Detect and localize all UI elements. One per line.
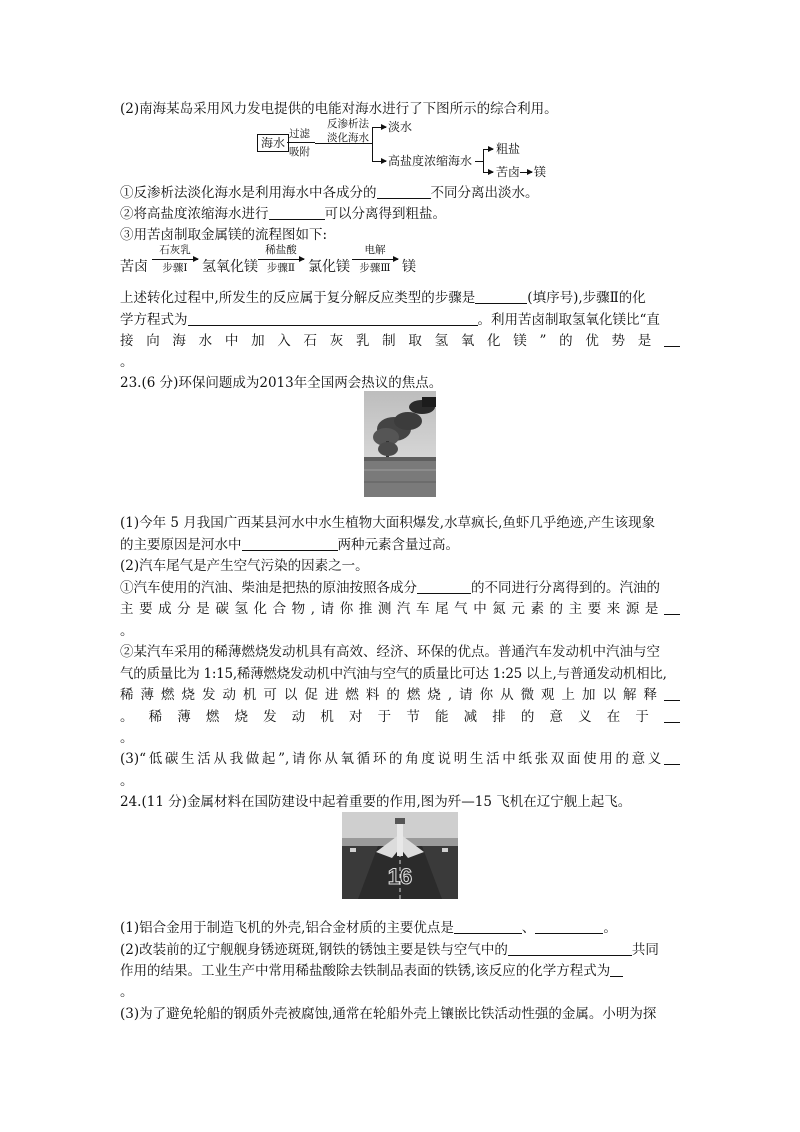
diagram-branch-2 <box>483 149 484 172</box>
answer-blank[interactable] <box>188 311 478 326</box>
answer-blank[interactable] <box>664 686 680 701</box>
diagram-line-2 <box>315 143 372 144</box>
flow-reagent-2: 稀盐酸 <box>265 244 297 256</box>
q22-s1: ①反渗析法淡化海水是利用海水中各成分的 不同分离出淡水。 <box>120 185 539 201</box>
flow-arrow-3 <box>352 259 398 260</box>
diagram-top-label-2: 淡化海水 <box>327 132 369 144</box>
diagram-seawater-box: 海水 <box>257 134 289 152</box>
q24-p1: (1)铝合金用于制造飞机的外壳,铝合金材质的主要优点是 、 。 <box>120 920 617 936</box>
q23-p3c: 。 <box>120 623 134 639</box>
answer-blank[interactable] <box>664 332 680 347</box>
flow-start: 苦卤 <box>120 259 148 275</box>
q22-t1: 上述转化过程中,所发生的反应属于复分解反应类型的步骤是 (填序号),步骤Ⅱ的化 <box>120 290 646 306</box>
q24-p2b: 作用的结果。工业生产中常用稀盐酸除去铁制品表面的铁锈,该反应的化学方程式为 <box>120 962 680 980</box>
carrier-photo-image <box>342 812 458 899</box>
flow-arrow-1 <box>152 259 198 260</box>
q23-p2: (2)汽车尾气是产生空气污染的因素之一。 <box>120 558 369 574</box>
answer-blank[interactable] <box>664 708 680 723</box>
answer-blank[interactable] <box>664 750 680 765</box>
q23-p4e: 。 <box>120 730 134 746</box>
diagram-branch-1 <box>372 127 373 161</box>
pollution-photo-image <box>364 391 436 497</box>
q22-s3: ③用苦卤制取金属镁的流程图如下: <box>120 227 328 243</box>
diagram-line-3 <box>475 161 483 162</box>
q24-p2c: 。 <box>120 984 134 1000</box>
q23-p1a: (1)今年 5 月我国广西某县河水中水生植物大面积爆发,水草疯长,鱼虾几乎绝迹,产生该现象 <box>120 515 656 531</box>
q23-title: 23.(6 分)环保问题成为2013年全国两会热议的焦点。 <box>120 375 443 391</box>
flow-step-2: 步骤Ⅱ <box>266 262 296 274</box>
answer-blank[interactable] <box>535 919 603 934</box>
diagram-crude-salt: 粗盐 <box>496 142 521 156</box>
answer-blank[interactable] <box>269 205 325 220</box>
carrier-photo <box>342 812 458 899</box>
answer-blank[interactable] <box>377 184 431 199</box>
diagram-line-1 <box>287 142 315 143</box>
q22-s2: ②将高盐度浓缩海水进行 可以分离得到粗盐。 <box>120 206 446 222</box>
flow-reagent-1: 石灰乳 <box>159 244 191 256</box>
q23-p4c: 稀薄燃烧发动机可以促进燃料的燃烧,请你从微观上加以解释 <box>120 686 680 704</box>
q23-p4b: 气的质量比为 1:15,稀薄燃烧发动机中汽油与空气的质量比可达 1:25 以上,与普通发动机相比, <box>120 666 667 682</box>
diagram-adsorb-label: 吸附 <box>289 146 310 158</box>
diagram-concentrate: 高盐度浓缩海水 <box>388 154 473 168</box>
answer-blank[interactable] <box>242 536 338 551</box>
q23-p4d: 。稀薄燃烧发动机对于节能减排的意义在于 <box>120 708 680 726</box>
diagram-arrow-mg <box>520 172 532 173</box>
pollution-photo <box>364 391 436 497</box>
answer-blank[interactable] <box>508 941 632 956</box>
diagram-arrow-salt <box>483 149 493 150</box>
flow-reagent-3: 电解 <box>364 244 386 256</box>
q23-p5a: (3)“低碳生活从我做起”,请你从氧循环的角度说明生活中纸张双面使用的意义 <box>120 750 680 768</box>
q23-p1b: 的主要原因是河水中 两种元素含量过高。 <box>120 537 459 553</box>
flow-product-2: 氯化镁 <box>308 259 350 275</box>
q24-p2a: (2)改装前的辽宁舰舰身锈迹斑斑,钢铁的锈蚀主要是铁与空气中的 共同 <box>120 942 659 958</box>
q24-title: 24.(11 分)金属材料在国防建设中起着重要的作用,图为歼—15 飞机在辽宁舰上起飞。 <box>120 794 632 810</box>
q23-p3a: ①汽车使用的汽油、柴油是把热的原油按照各成分 的不同进行分离得到的。汽油的 <box>120 580 660 596</box>
q24-p3: (3)为了避免轮船的钢质外壳被腐蚀,通常在轮船外壳上镶嵌比铁活动性强的金属。小明为探 <box>120 1006 657 1022</box>
diagram-bittern: 苦卤 <box>496 165 521 179</box>
answer-blank[interactable] <box>417 579 471 594</box>
q23-p3b: 主要成分是碳氢化合物,请你推测汽车尾气中氮元素的主要来源是 <box>120 600 680 618</box>
q22-t2: 学方程式为 。利用苦卤制取氢氧化镁比“直 <box>120 312 660 328</box>
q22-intro: (2)南海某岛采用风力发电提供的电能对海水进行了下图所示的综合利用。 <box>120 101 558 117</box>
q22-t4: 。 <box>120 354 134 370</box>
flow-step-1: 步骤Ⅰ <box>162 262 188 274</box>
q23-p4a: ②某汽车采用的稀薄燃烧发动机具有高效、经济、环保的优点。普通汽车发动机中汽油与空 <box>120 644 660 660</box>
diagram-filter-label: 过滤 <box>289 128 310 140</box>
deck-number: 16 <box>387 864 413 889</box>
diagram-fresh-water: 淡水 <box>388 120 413 134</box>
flow-product-1: 氢氧化镁 <box>202 259 258 275</box>
diagram-top-label-1: 反渗析法 <box>327 118 369 130</box>
answer-blank[interactable] <box>454 919 522 934</box>
q23-p5b: 。 <box>120 773 134 789</box>
diagram-magnesium: 镁 <box>534 165 547 179</box>
flow-product-3: 镁 <box>402 259 416 275</box>
q22-t3: 接向海水中加入石灰乳制取氢氧化镁”的优势是 <box>120 332 680 350</box>
diagram-arrow-fresh <box>372 127 386 128</box>
answer-blank[interactable] <box>610 962 623 977</box>
answer-blank[interactable] <box>475 289 527 304</box>
diagram-arrow-concentrate <box>372 161 386 162</box>
flow-arrow-2 <box>258 259 304 260</box>
answer-blank[interactable] <box>664 600 680 615</box>
diagram-arrow-bittern <box>483 172 493 173</box>
flow-step-3: 步骤Ⅲ <box>359 262 391 274</box>
